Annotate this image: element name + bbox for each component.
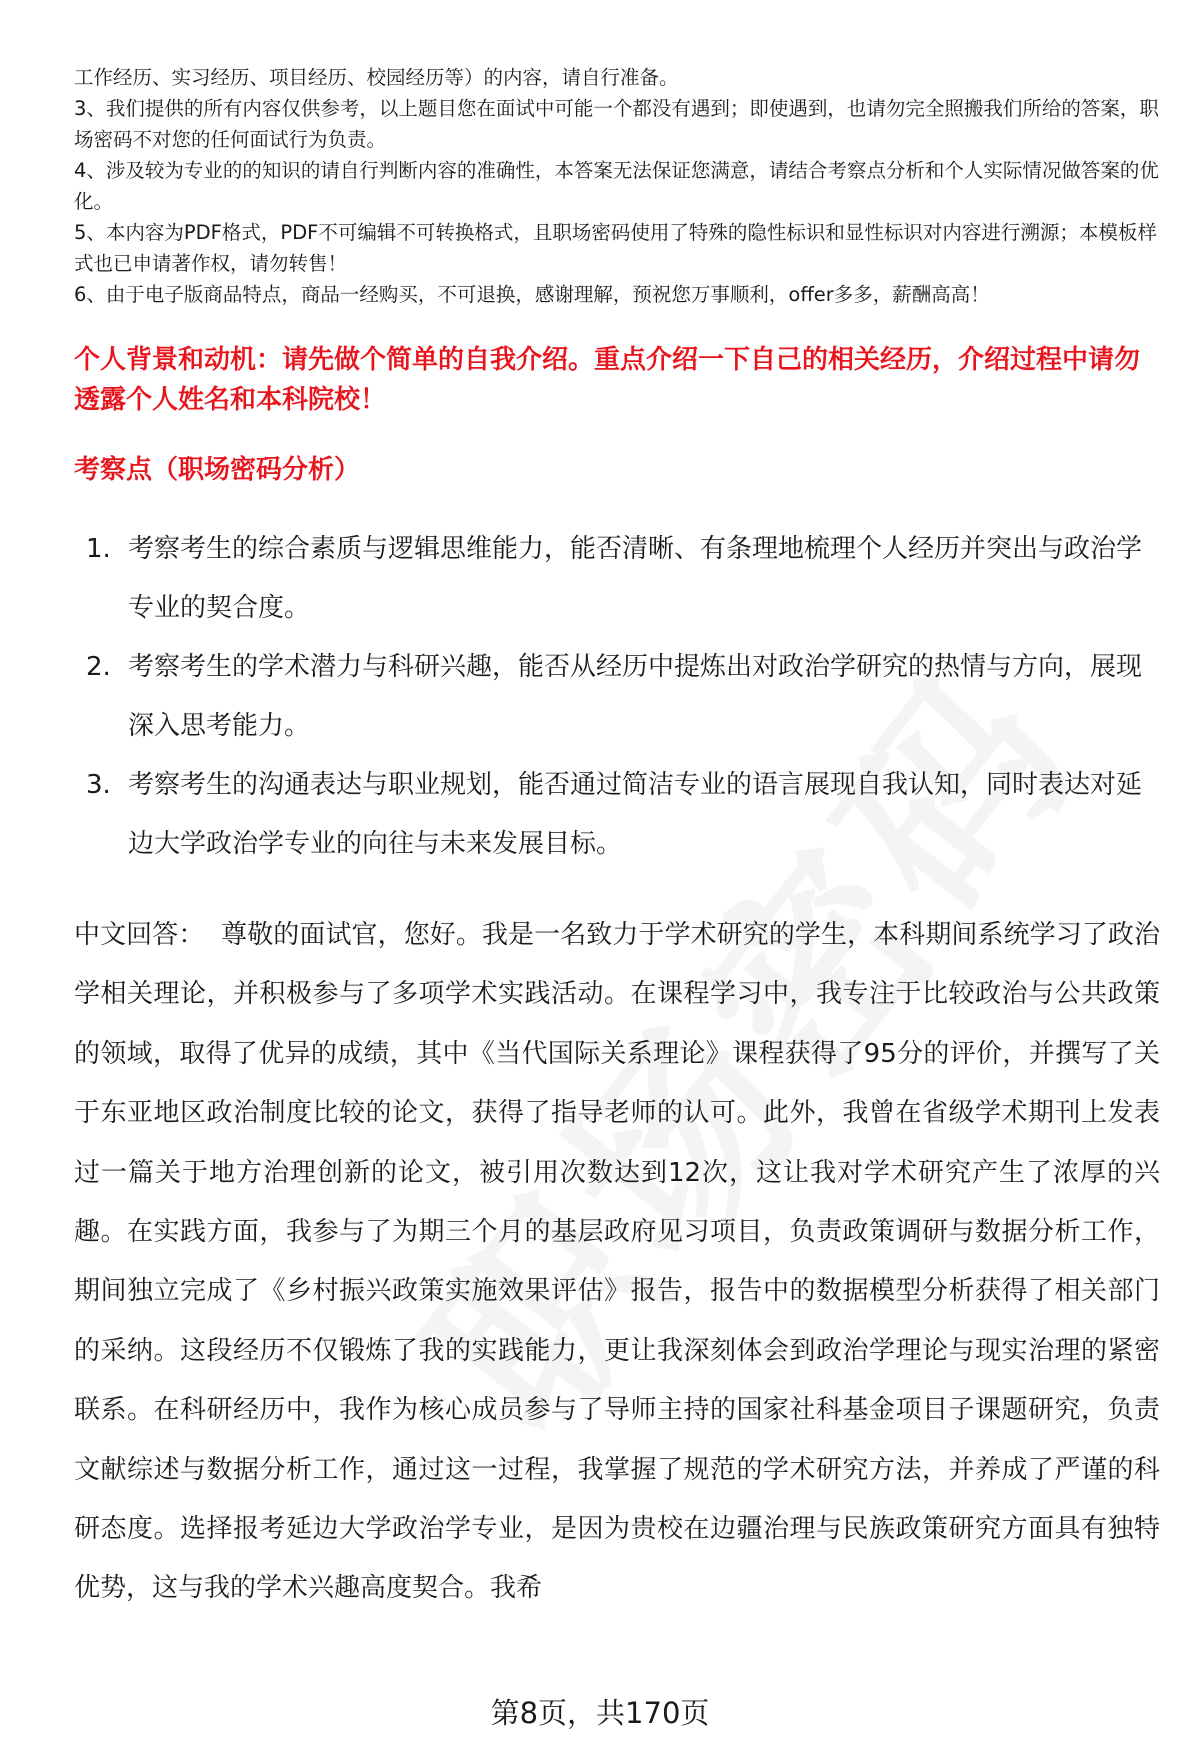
points-title: 考察点（职场密码分析） [74,455,361,485]
point-text: 考察考生的学术潜力与科研兴趣，能否从经历中提炼出对政治学研究的热情与方向，展现深入思考能力。 [128,652,1143,741]
answer-text: 尊敬的面试官，您好。我是一名致力于学术研究的学生，本科期间系统学习了政治学相关理论，并积极参与了多项学术实践活动。在课程学习中，我专注于比较政治与公共政策的领域，取得了优异的成绩，其中《当代国际关系理论》课程获得了95分的评价，并撰写了关于东亚地区政治制度比较的论文，获得了指导老师的认可。此外，我曾在省级学术期刊上发表过一篇关于地方治理创新的论文，被引用次数达到12次，这让我对学术研究产生了浓厚的兴趣。在实践方面，我参与了为期三个月的基层政府见习项目，负责政策调研与数据分析工作，期间独立完成了《乡村振兴政策实施效果评估》报告，报告中的数据模型分析获得了相关部门的采纳。这段经历不仅锻炼了我的实践能力，更让我深刻体会到政治学理论与现实治理的紧密联系。在科研经历中，我作为核心成员参与了导师主持的国家社科基金项目子课题研究，负责文献综述与数据分析工作，通过这一过程，我掌握了规范的学术研究方法，并养成了严谨的科研态度。选择报考延边大学政治学专业，是因为贵校在边疆治理与民族政策研究方面具有独特优势，这与我的学术兴趣高度契合。我希 [74,920,1160,1604]
point-number: 1. [86,534,111,564]
note-item: 6、由于电子版商品特点，商品一经购买，不可退换，感谢理解，预祝您万事顺利，offer多多，薪酬高高！ [74,283,990,306]
page-footer: 第8页，共170页 [490,1696,710,1730]
note-item: 5、本内容为PDF格式，PDF不可编辑不可转换格式，且职场密码使用了特殊的隐性标识和显性标识对内容进行溯源；本模板样式也已申请著作权，请勿转售！ [74,221,1157,275]
note-item: 工作经历、实习经历、项目经历、校园经历等）的内容，请自行准备。 [74,66,679,89]
point-number: 3. [86,770,111,800]
notes-section [74,62,1160,310]
assessment-point [74,520,1160,638]
question-heading: 个人背景和动机：请先做个简单的自我介绍。重点介绍一下自己的相关经历，介绍过程中请勿透露个人姓名和本科院校！ [74,345,1141,415]
point-number: 2. [86,652,111,682]
assessment-point [74,756,1160,874]
point-text: 考察考生的沟通表达与职业规划，能否通过简洁专业的语言展现自我认知，同时表达对延边大学政治学专业的向往与未来发展目标。 [128,770,1143,859]
note-item: 3、我们提供的所有内容仅供参考，以上题目您在面试中可能一个都没有遇到；即使遇到，也请勿完全照搬我们所给的答案，职场密码不对您的任何面试行为负责。 [74,97,1159,151]
assessment-point [74,638,1160,756]
answer-paragraph [74,906,1160,1619]
answer-label: 中文回答： [74,920,205,950]
note-item: 4、涉及较为专业的的知识的请自行判断内容的准确性，本答案无法保证您满意，请结合考察点分析和个人实际情况做答案的优化。 [74,159,1159,213]
point-text: 考察考生的综合素质与逻辑思维能力，能否清晰、有条理地梳理个人经历并突出与政治学专业的契合度。 [128,534,1143,623]
assessment-points-list [74,520,1160,874]
